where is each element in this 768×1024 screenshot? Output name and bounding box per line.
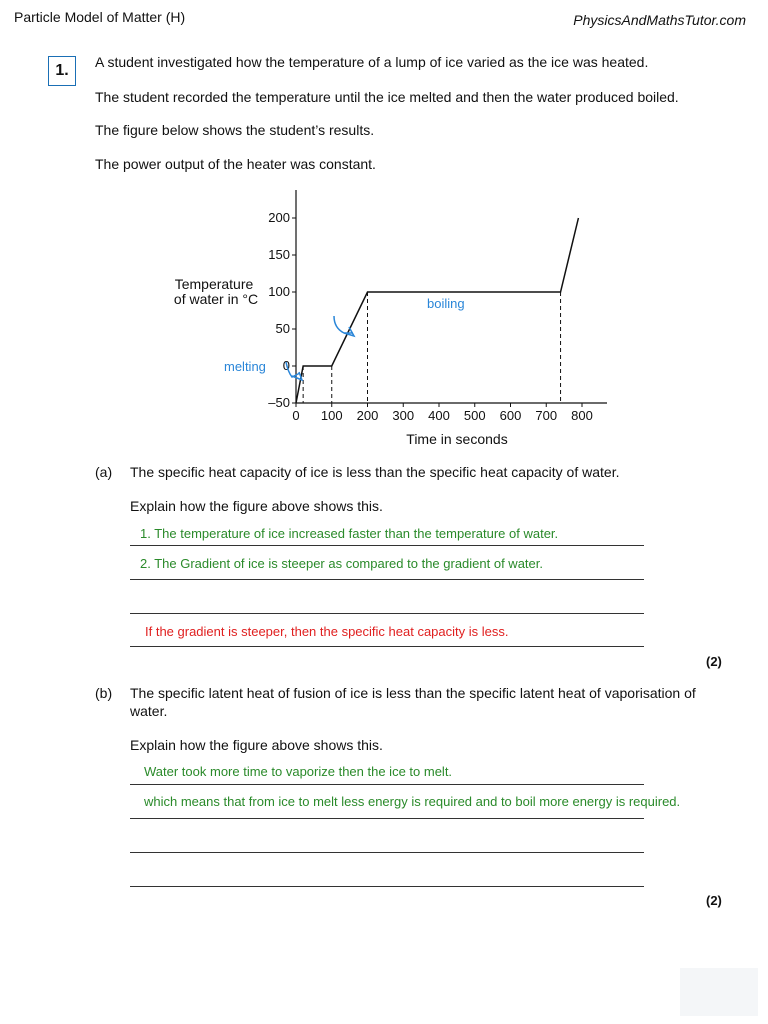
answer-line (130, 545, 644, 546)
x-tick-label: 800 (571, 408, 593, 423)
intro-line-1: A student investigated how the temperature of a lump of ice varied as the ice was heated. (95, 54, 649, 70)
y-tick-label: 200 (268, 210, 290, 225)
part-b-question-line-2: water. (130, 703, 168, 719)
x-tick-label: 400 (428, 408, 450, 423)
answer-line (130, 579, 644, 580)
answer-line (130, 784, 644, 785)
answer-line (130, 852, 644, 853)
part-a-marks: (2) (706, 654, 722, 669)
question-number-box: 1. (48, 56, 76, 86)
x-axis-label: Time in seconds (406, 431, 508, 447)
part-a-answer-2: 2. The Gradient of ice is steeper as compared to the gradient of water. (140, 556, 543, 571)
intro-line-4: The power output of the heater was constant. (95, 156, 376, 172)
intro-line-2: The student recorded the temperature until the ice melted and then the water produced boiled. (95, 89, 679, 105)
x-tick-label: 300 (392, 408, 415, 423)
y-tick-label: 100 (268, 284, 290, 299)
page-header-title: Particle Model of Matter (H) (14, 9, 186, 25)
y-tick-label: –50 (268, 395, 290, 410)
x-tick-label: 100 (320, 408, 343, 423)
temperature-time-chart (0, 0, 768, 460)
site-name: PhysicsAndMathsTutor.com (573, 12, 746, 28)
x-tick-label: 500 (463, 408, 486, 423)
part-a-instruction: Explain how the figure above shows this. (130, 498, 383, 514)
melting-annotation: melting (224, 359, 266, 374)
answer-line (130, 886, 644, 887)
y-axis-label-line-2: of water in °C (173, 291, 259, 307)
part-b-marks: (2) (706, 893, 722, 908)
part-b-instruction: Explain how the figure above shows this. (130, 737, 383, 753)
part-b-question-line-1: The specific latent heat of fusion of ice is less than the specific latent heat of vaporisation of (130, 685, 696, 701)
part-a-question: The specific heat capacity of ice is less than the specific heat capacity of water. (130, 464, 620, 480)
x-tick-label: 700 (535, 408, 558, 423)
part-b-answer-1: Water took more time to vaporize then the ice to melt. (144, 764, 453, 779)
answer-line (130, 818, 644, 819)
y-tick-label: 50 (275, 321, 290, 336)
intro-line-3: The figure below shows the student’s results. (95, 122, 375, 138)
part-b-answer-2: which means that from ice to melt less energy is required and to boil more energy is required. (144, 794, 681, 809)
y-tick-label: 150 (268, 247, 290, 262)
boiling-annotation: boiling (427, 296, 465, 311)
x-tick-label: 600 (499, 408, 522, 423)
part-b-label: (b) (95, 685, 113, 701)
answer-line (130, 613, 644, 614)
part-a-label: (a) (95, 464, 113, 480)
x-tick-label: 0 (292, 408, 300, 423)
part-a-answer-1: 1. The temperature of ice increased faster than the temperature of water. (140, 526, 559, 541)
part-a-answer-3: If the gradient is steeper, then the specific heat capacity is less. (145, 624, 509, 639)
y-axis-label-line-1: Temperature (174, 276, 254, 292)
x-tick-label: 200 (356, 408, 379, 423)
y-tick-label: 0 (282, 358, 290, 373)
corner-shade (680, 968, 758, 1016)
answer-line (130, 646, 644, 647)
